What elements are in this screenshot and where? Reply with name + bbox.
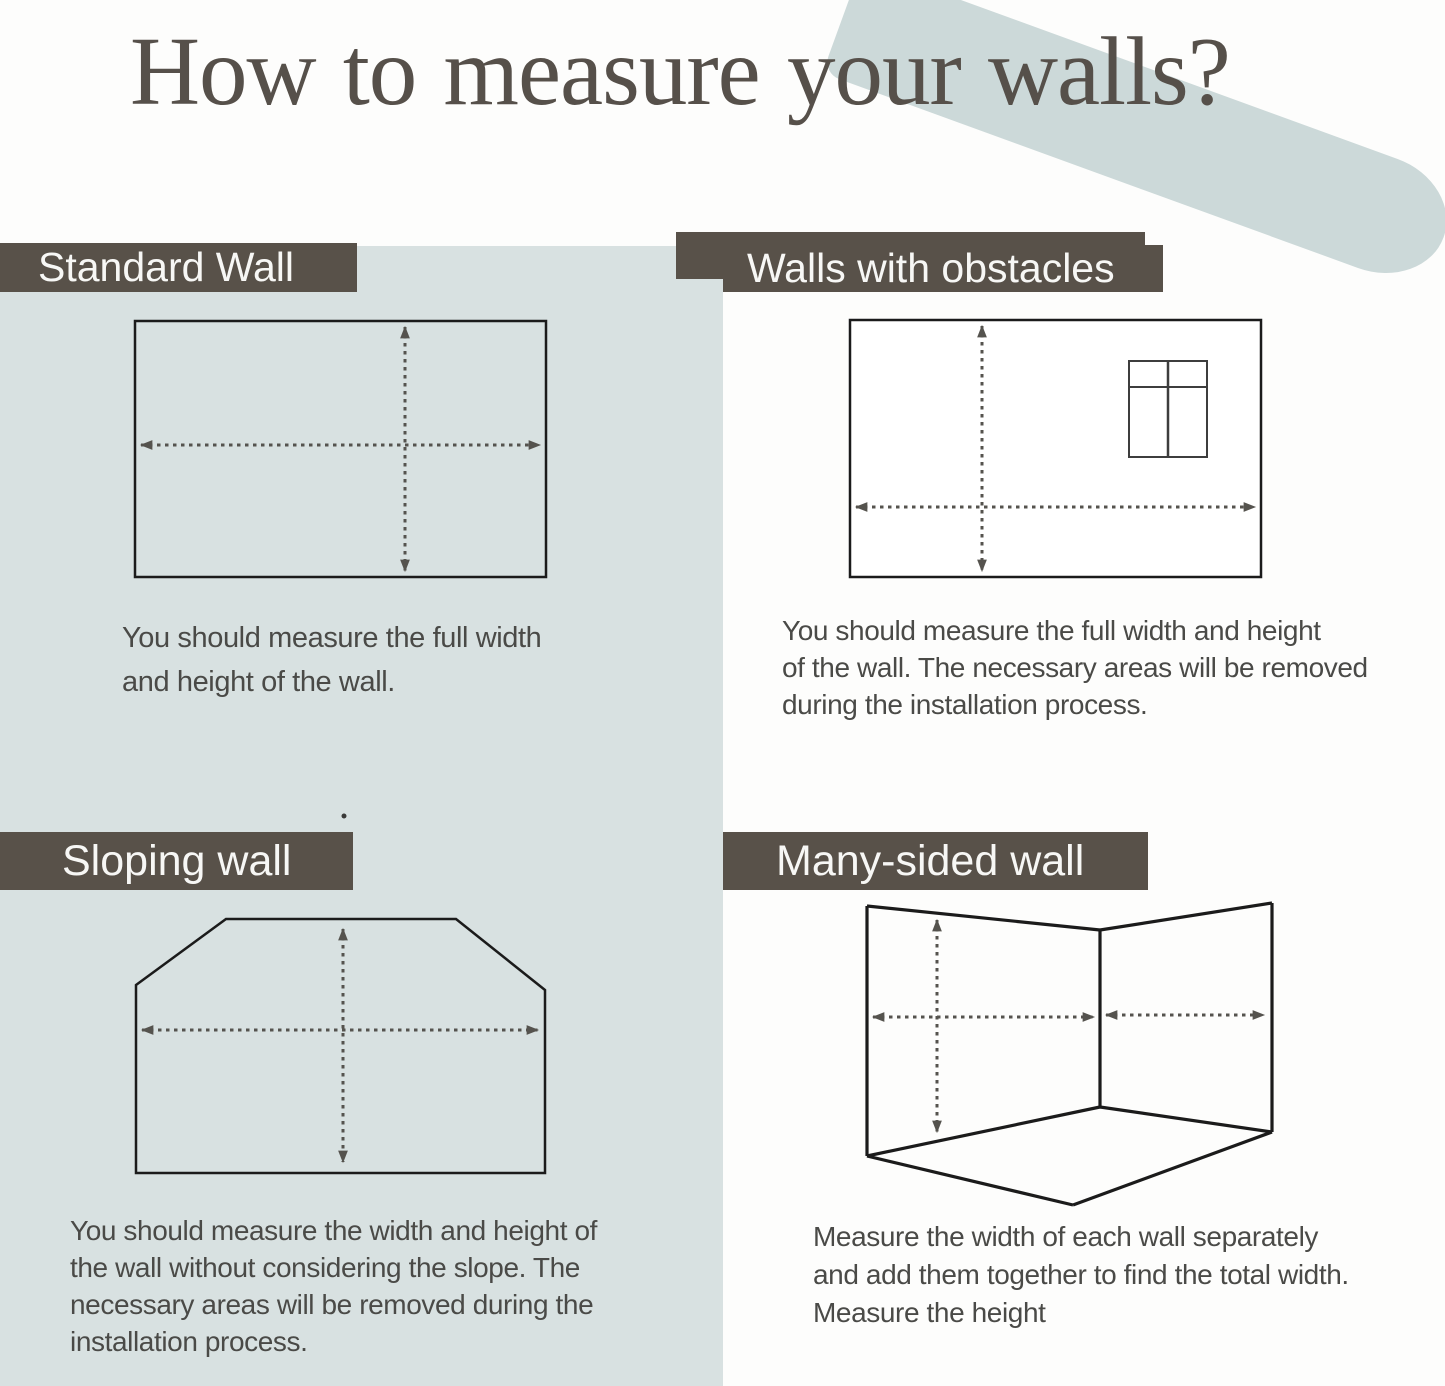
- wall-outline: [136, 919, 545, 1173]
- left-wall-top: [867, 906, 1100, 930]
- description-walls-with-obstacles: [782, 612, 1368, 723]
- page-title: How to measure your walls?: [130, 18, 1230, 125]
- stray-mark: [342, 814, 347, 819]
- right-wall-bottom: [1100, 1107, 1272, 1132]
- wall-outline: [135, 321, 546, 577]
- right-wall-top: [1100, 903, 1272, 930]
- wall-outline: [850, 320, 1261, 577]
- description-line: installation process.: [70, 1326, 308, 1357]
- many-sided-wall-diagram: [867, 903, 1272, 1205]
- standard-wall-diagram: [135, 321, 546, 577]
- walls-with-obstacles-diagram: [850, 320, 1261, 577]
- left-wall-bottom: [867, 1107, 1100, 1156]
- description-line: of the wall. The necessary areas will be removed: [782, 652, 1368, 683]
- description-line: You should measure the width and height of: [70, 1215, 597, 1246]
- description-many-sided-wall: [813, 1218, 1349, 1332]
- description-standard-wall: [122, 616, 541, 704]
- section-header-standard-wall: Standard Wall: [0, 243, 357, 292]
- description-line: You should measure the full width and height: [782, 615, 1321, 646]
- description-sloping-wall: [70, 1212, 597, 1360]
- section-header-walls-with-obstacles: Walls with obstacles: [723, 245, 1163, 292]
- description-line: Measure the width of each wall separately: [813, 1221, 1318, 1252]
- section-header-sloping-wall: Sloping wall: [0, 832, 353, 890]
- floor-right-edge: [1073, 1132, 1272, 1205]
- description-line: and add them together to find the total width.: [813, 1259, 1349, 1290]
- description-line: during the installation process.: [782, 689, 1148, 720]
- description-line: the wall without considering the slope. The: [70, 1252, 580, 1283]
- description-line: Measure the height: [813, 1297, 1046, 1328]
- section-header-many-sided-wall: Many-sided wall: [723, 832, 1148, 890]
- floor-left-edge: [867, 1156, 1073, 1205]
- description-line: necessary areas will be removed during the: [70, 1289, 594, 1320]
- description-line: and height of the wall.: [122, 666, 395, 698]
- description-line: You should measure the full width: [122, 622, 542, 654]
